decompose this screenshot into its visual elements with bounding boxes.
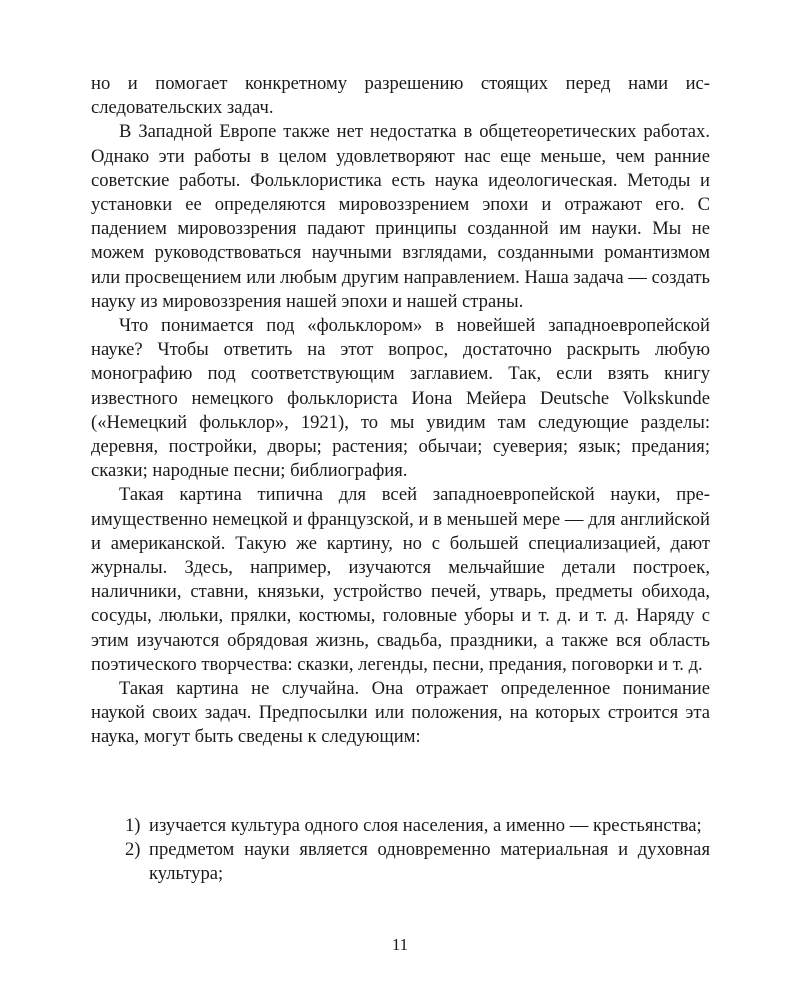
list-item-text: изучается культура одного слоя населения, а именно — крестьянства;: [149, 815, 702, 836]
body-text: [91, 72, 710, 750]
list-item: [91, 838, 710, 886]
list-item: [91, 814, 710, 838]
paragraph: Такая картина не случайна. Она отражает определенное понимание наукой своих задач. Предпосылки или положения, на которых строится эта наука, могут быть сведены к следующим:: [91, 678, 710, 748]
paragraph: Такая картина типична для всей западноевропейской науки, преимущественно немецкой и французской, и в меньшей мере — для английской и американской. Такую же картину, но с большей специализацией, дают журналы. Здесь, например, изучаются мельчайшие детали построек, наличники, ставни, князьки, устройство печей, утварь, предметы обихода, сосуды, люльки, прялки, костюмы, головные уборы и т. д. и т. д. Наряду с этим изучаются обрядовая жизнь, свадьба, праздники, а также вся область поэтического творчества: сказки, легенды, песни, предания, поговорки и т. д.: [91, 484, 710, 675]
paragraph-continued: но и помогает конкретному разрешению стоящих перед нами исследовательских задач.: [91, 73, 710, 119]
list-item-text: предметом науки является одновременно материальная и духовная культура;: [149, 839, 710, 885]
numbered-list: [91, 814, 710, 887]
page-number: 11: [391, 935, 409, 954]
paragraph: В Западной Европе также нет недостатка в общетеоретических работах. Однако эти работы в целом удовлетворяют нас еще меньше, чем ранние советские работы. Фольклористика есть наука идеологическая. Методы и установки ее определяются мировоззрением эпохи и отражают его. С падением мировоззрения падают принципы созданной им науки. Мы не можем руководствоваться научными взглядами, созданными романтизмом или просвещением или любым другим направлением. Наша задача — создать науку из мировоззрения нашей эпохи и нашей страны.: [91, 121, 710, 312]
list-item-number: 2): [125, 839, 141, 861]
paragraph: Что понимается под «фольклором» в новейшей западноевропейской науке? Чтобы ответить на этот вопрос, достаточно раскрыть любую монографию под соответствующим заглавием. Так, если взять книгу известного немецкого фольклориста Иона Мейера Deutsche Volkskunde («Немецкий фольклор», 1921), то мы увидим там следующие разделы: деревня, постройки, дворы; растения; обычаи; суеверия; язык; предания; сказки; народные песни; библиография.: [91, 315, 710, 482]
list-item-number: 1): [125, 815, 141, 836]
